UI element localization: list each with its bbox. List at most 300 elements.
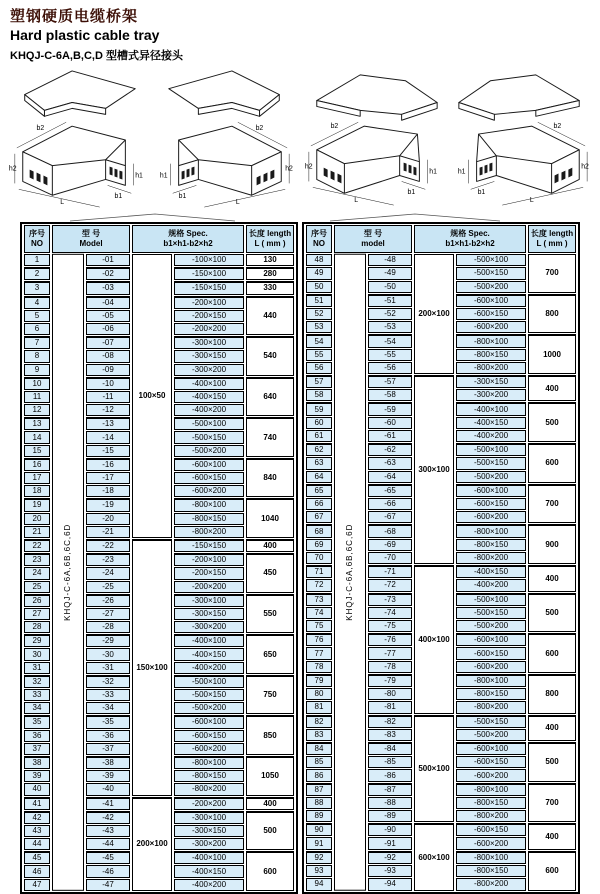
spec-group-label: 300×100 [414, 375, 454, 564]
row-model: -52 [368, 308, 412, 320]
row-no: 67 [306, 511, 332, 523]
row-no: 93 [306, 865, 332, 877]
row-model: -68 [368, 524, 412, 537]
row-no: 78 [306, 661, 332, 673]
row-no: 87 [306, 783, 332, 796]
row-model: -60 [368, 417, 412, 429]
row-no: 16 [24, 458, 50, 471]
row-no: 53 [306, 321, 332, 333]
row-spec: -400×200 [174, 879, 244, 891]
row-no: 10 [24, 377, 50, 390]
row-model: -59 [368, 402, 412, 415]
row-model: -54 [368, 334, 412, 347]
row-no: 7 [24, 336, 50, 349]
diagram-reducer-a [8, 65, 148, 213]
row-length: 700 [528, 783, 576, 823]
row-no: 23 [24, 553, 50, 566]
row-spec: -300×200 [174, 621, 244, 633]
row-spec: -800×200 [174, 526, 244, 538]
row-no: 33 [24, 689, 50, 701]
spec-group-label: 100×50 [132, 254, 172, 538]
spec-group-label: 200×100 [414, 254, 454, 374]
row-model: -24 [86, 567, 130, 579]
row-length: 330 [246, 281, 294, 294]
row-length: 500 [528, 402, 576, 442]
row-no: 39 [24, 770, 50, 782]
row-length: 750 [246, 675, 294, 715]
row-model: -28 [86, 621, 130, 633]
row-model: -70 [368, 552, 412, 564]
row-spec: -800×150 [174, 513, 244, 525]
dim-label-h2: h2 [285, 165, 293, 173]
row-model: -44 [86, 838, 130, 850]
row-length: 800 [528, 294, 576, 334]
spec-group-label: 600×100 [414, 823, 454, 891]
row-length: 700 [528, 484, 576, 524]
row-spec: -500×100 [174, 675, 244, 688]
row-length: 440 [246, 296, 294, 336]
row-no: 15 [24, 445, 50, 457]
row-no: 66 [306, 498, 332, 510]
row-no: 49 [306, 267, 332, 279]
row-model: -19 [86, 498, 130, 511]
row-no: 8 [24, 350, 50, 362]
row-spec: -600×200 [456, 837, 526, 849]
row-model: -21 [86, 526, 130, 538]
row-model: -88 [368, 797, 412, 809]
row-no: 57 [306, 375, 332, 388]
row-spec: -500×150 [456, 607, 526, 619]
row-spec: -800×150 [174, 770, 244, 782]
row-no: 34 [24, 702, 50, 714]
row-spec: -200×150 [174, 567, 244, 579]
row-model: -64 [368, 471, 412, 483]
row-no: 75 [306, 620, 332, 632]
row-length: 600 [246, 851, 294, 891]
row-no: 81 [306, 701, 332, 713]
row-model: -09 [86, 364, 130, 376]
row-model: -25 [86, 581, 130, 593]
row-no: 32 [24, 675, 50, 688]
row-model: -92 [368, 851, 412, 864]
row-length: 600 [528, 633, 576, 673]
row-model: -63 [368, 457, 412, 469]
row-spec: -300×200 [174, 364, 244, 376]
row-spec: -800×100 [174, 756, 244, 769]
row-length: 400 [246, 797, 294, 810]
row-spec: -500×150 [174, 689, 244, 701]
spec-group-label: 200×100 [132, 797, 172, 891]
row-length: 600 [528, 443, 576, 483]
row-no: 72 [306, 579, 332, 591]
row-spec: -400×150 [174, 648, 244, 660]
row-no: 30 [24, 648, 50, 660]
reducer-c-drawing [304, 65, 444, 213]
row-no: 12 [24, 404, 50, 416]
row-length: 600 [528, 851, 576, 891]
row-spec: -150×100 [174, 267, 244, 280]
row-spec: -500×200 [456, 620, 526, 632]
row-model: -50 [368, 281, 412, 293]
row-length: 550 [246, 594, 294, 634]
row-length: 850 [246, 715, 294, 755]
row-no: 47 [24, 879, 50, 891]
row-spec: -400×100 [174, 634, 244, 647]
row-model: -65 [368, 484, 412, 497]
row-spec: -200×200 [174, 581, 244, 593]
row-model: -30 [86, 648, 130, 660]
row-spec: -200×200 [174, 797, 244, 810]
row-model: -90 [368, 823, 412, 836]
col-header-spec: 规格 Spec. b1×h1-b2×h2 [132, 225, 244, 253]
row-spec: -600×200 [456, 769, 526, 781]
row-no: 51 [306, 294, 332, 307]
row-model: -83 [368, 729, 412, 741]
spec-group-label: 500×100 [414, 715, 454, 823]
row-spec: -400×100 [456, 402, 526, 415]
row-no: 25 [24, 581, 50, 593]
dim-label-h2: h2 [8, 165, 17, 173]
row-no: 59 [306, 402, 332, 415]
dim-label-h1: h1 [429, 168, 437, 176]
row-spec: -600×200 [174, 743, 244, 755]
row-no: 38 [24, 756, 50, 769]
row-spec: -800×100 [456, 851, 526, 864]
row-model: -10 [86, 377, 130, 390]
row-spec: -400×100 [174, 377, 244, 390]
row-model: -48 [368, 254, 412, 266]
row-model: -78 [368, 661, 412, 673]
row-model: -82 [368, 715, 412, 728]
row-spec: -500×100 [174, 417, 244, 430]
col-header-model: 型 号 model [334, 225, 412, 253]
row-spec: -600×150 [456, 498, 526, 510]
row-model: -74 [368, 607, 412, 619]
row-no: 3 [24, 281, 50, 294]
dim-label-h1: h1 [457, 168, 466, 176]
row-model: -80 [368, 688, 412, 700]
row-model: -75 [368, 620, 412, 632]
row-spec: -400×150 [456, 417, 526, 429]
row-no: 20 [24, 513, 50, 525]
row-spec: -300×100 [174, 336, 244, 349]
row-spec: -800×100 [456, 334, 526, 347]
row-spec: -600×150 [456, 647, 526, 659]
row-no: 2 [24, 267, 50, 280]
row-no: 50 [306, 281, 332, 293]
dim-label-h2: h2 [581, 163, 589, 171]
row-model: -55 [368, 349, 412, 361]
row-no: 17 [24, 472, 50, 484]
row-no: 35 [24, 715, 50, 728]
row-model: -46 [86, 865, 130, 877]
spec-group-label: 150×100 [132, 539, 172, 796]
row-no: 19 [24, 498, 50, 511]
dim-label-b1: b1 [114, 193, 123, 201]
row-spec: -600×150 [174, 730, 244, 742]
col-header-spec: 规格 Spec. b1×h1-b2×h2 [414, 225, 526, 253]
row-model: -61 [368, 430, 412, 442]
row-spec: -600×200 [456, 661, 526, 673]
row-no: 88 [306, 797, 332, 809]
page-title-english: Hard plastic cable tray [10, 27, 160, 43]
row-model: -76 [368, 633, 412, 646]
diagram-reducer-c [304, 65, 444, 213]
row-length: 1000 [528, 334, 576, 374]
reducer-d-drawing [452, 65, 592, 213]
row-spec: -300×150 [174, 608, 244, 620]
row-spec: -800×150 [456, 349, 526, 361]
row-spec: -800×150 [456, 797, 526, 809]
row-model: -17 [86, 472, 130, 484]
row-length: 500 [246, 811, 294, 851]
row-no: 54 [306, 334, 332, 347]
row-no: 27 [24, 608, 50, 620]
row-length: 740 [246, 417, 294, 457]
row-no: 79 [306, 674, 332, 687]
row-model: -41 [86, 797, 130, 810]
row-model: -07 [86, 336, 130, 349]
row-no: 71 [306, 565, 332, 578]
row-no: 84 [306, 742, 332, 755]
row-no: 4 [24, 296, 50, 309]
row-spec: -500×200 [456, 471, 526, 483]
row-model: -29 [86, 634, 130, 647]
row-no: 5 [24, 310, 50, 322]
row-no: 73 [306, 593, 332, 606]
row-spec: -800×150 [456, 688, 526, 700]
leader-lines [10, 213, 590, 222]
dim-label-h1: h1 [159, 172, 168, 180]
row-model: -12 [86, 404, 130, 416]
row-spec: -600×150 [456, 823, 526, 836]
diagram-reducer-d [452, 65, 592, 213]
row-no: 43 [24, 825, 50, 837]
row-spec: -500×150 [174, 431, 244, 443]
row-spec: -500×200 [174, 702, 244, 714]
row-no: 83 [306, 729, 332, 741]
col-header-no: 序号 NO [24, 225, 50, 253]
row-spec: -400×200 [456, 430, 526, 442]
row-model: -53 [368, 321, 412, 333]
row-no: 86 [306, 769, 332, 781]
row-no: 63 [306, 457, 332, 469]
col-header-model: 型 号 Model [52, 225, 130, 253]
row-spec: -200×100 [174, 296, 244, 309]
row-no: 85 [306, 756, 332, 768]
row-spec: -500×200 [456, 281, 526, 293]
row-model: -57 [368, 375, 412, 388]
row-spec: -800×100 [174, 498, 244, 511]
row-spec: -300×200 [456, 389, 526, 401]
row-spec: -500×200 [174, 445, 244, 457]
row-spec: -400×200 [174, 662, 244, 674]
reducer-a-drawing [8, 65, 148, 213]
row-no: 11 [24, 391, 50, 403]
row-spec: -150×150 [174, 281, 244, 294]
row-no: 82 [306, 715, 332, 728]
row-no: 89 [306, 810, 332, 822]
row-spec: -300×100 [174, 811, 244, 824]
row-no: 61 [306, 430, 332, 442]
spec-table-left [20, 222, 298, 894]
row-length: 1050 [246, 756, 294, 796]
spec-group-label: 400×100 [414, 565, 454, 713]
row-no: 60 [306, 417, 332, 429]
page-title-chinese: 塑钢硬质电缆桥架 [10, 8, 139, 25]
row-no: 94 [306, 878, 332, 891]
dim-label-b2: b2 [330, 123, 339, 131]
row-spec: -600×200 [456, 321, 526, 333]
row-model: -16 [86, 458, 130, 471]
row-model: -56 [368, 362, 412, 374]
table-header-row [306, 225, 576, 253]
row-model: -79 [368, 674, 412, 687]
row-model: -73 [368, 593, 412, 606]
row-spec: -300×150 [456, 375, 526, 388]
row-model: -81 [368, 701, 412, 713]
row-spec: -600×150 [456, 308, 526, 320]
row-no: 14 [24, 431, 50, 443]
row-no: 77 [306, 647, 332, 659]
row-model: -02 [86, 267, 130, 280]
row-spec: -600×200 [456, 511, 526, 523]
row-no: 6 [24, 323, 50, 335]
row-model: -42 [86, 811, 130, 824]
row-model: -20 [86, 513, 130, 525]
row-length: 840 [246, 458, 294, 498]
row-model: -33 [86, 689, 130, 701]
row-spec: -400×200 [174, 404, 244, 416]
row-spec: -400×150 [456, 565, 526, 578]
row-spec: -800×200 [456, 878, 526, 891]
dim-label-L: L [354, 197, 359, 205]
row-spec: -500×150 [456, 267, 526, 279]
row-spec: -500×150 [456, 457, 526, 469]
row-no: 91 [306, 837, 332, 849]
row-spec: -800×150 [456, 539, 526, 551]
row-model: -08 [86, 350, 130, 362]
row-length: 400 [246, 539, 294, 552]
row-no: 64 [306, 471, 332, 483]
dim-label-b2: b2 [255, 125, 264, 133]
model-series-label: KHQJ-C-6A,6B,6C,6D [334, 254, 366, 891]
row-no: 70 [306, 552, 332, 564]
diagram-row [0, 63, 600, 213]
row-model: -91 [368, 837, 412, 849]
row-model: -69 [368, 539, 412, 551]
row-no: 68 [306, 524, 332, 537]
row-spec: -800×200 [456, 810, 526, 822]
row-no: 45 [24, 851, 50, 864]
row-spec: -600×150 [174, 472, 244, 484]
row-length: 650 [246, 634, 294, 674]
row-model: -71 [368, 565, 412, 578]
dim-label-h1: h1 [135, 172, 143, 180]
row-model: -39 [86, 770, 130, 782]
row-length: 450 [246, 553, 294, 593]
row-model: -93 [368, 865, 412, 877]
row-length: 400 [528, 823, 576, 849]
row-no: 42 [24, 811, 50, 824]
row-model: -14 [86, 431, 130, 443]
row-model: -32 [86, 675, 130, 688]
row-spec: -600×100 [174, 715, 244, 728]
row-length: 500 [528, 593, 576, 633]
row-no: 62 [306, 443, 332, 456]
row-no: 31 [24, 662, 50, 674]
page-header [0, 0, 600, 63]
row-no: 26 [24, 594, 50, 607]
row-no: 24 [24, 567, 50, 579]
row-spec: -800×100 [456, 674, 526, 687]
row-model: -67 [368, 511, 412, 523]
dim-label-h2: h2 [304, 163, 313, 171]
row-no: 74 [306, 607, 332, 619]
row-spec: -500×200 [456, 729, 526, 741]
row-spec: -800×200 [174, 783, 244, 795]
row-model: -77 [368, 647, 412, 659]
row-model: -36 [86, 730, 130, 742]
row-model: -05 [86, 310, 130, 322]
row-length: 800 [528, 674, 576, 714]
row-model: -43 [86, 825, 130, 837]
row-length: 900 [528, 524, 576, 564]
row-length: 400 [528, 565, 576, 591]
spec-tables [0, 222, 600, 894]
row-model: -06 [86, 323, 130, 335]
row-model: -40 [86, 783, 130, 795]
dim-label-b1: b1 [178, 193, 187, 201]
row-no: 56 [306, 362, 332, 374]
row-spec: -400×100 [174, 851, 244, 864]
col-header-length: 长度 length L ( mm ) [528, 225, 576, 253]
row-spec: -400×200 [456, 579, 526, 591]
row-length: 1040 [246, 498, 294, 538]
row-model: -85 [368, 756, 412, 768]
row-spec: -300×150 [174, 825, 244, 837]
row-model: -66 [368, 498, 412, 510]
row-no: 22 [24, 539, 50, 552]
row-spec: -800×200 [456, 362, 526, 374]
row-spec: -500×100 [456, 443, 526, 456]
row-no: 44 [24, 838, 50, 850]
row-spec: -200×100 [174, 553, 244, 566]
row-model: -87 [368, 783, 412, 796]
row-length: 540 [246, 336, 294, 376]
row-spec: -400×150 [174, 391, 244, 403]
row-no: 28 [24, 621, 50, 633]
row-spec: -800×100 [456, 783, 526, 796]
row-no: 76 [306, 633, 332, 646]
row-spec: -800×200 [456, 552, 526, 564]
row-spec: -500×100 [456, 593, 526, 606]
row-no: 48 [306, 254, 332, 266]
row-model: -72 [368, 579, 412, 591]
row-no: 41 [24, 797, 50, 810]
dim-label-b2: b2 [553, 123, 562, 131]
row-model: -49 [368, 267, 412, 279]
row-spec: -300×100 [174, 594, 244, 607]
dim-label-b1: b1 [407, 189, 416, 197]
table-row [24, 254, 294, 266]
row-length: 130 [246, 254, 294, 266]
col-header-length: 长度 length L ( mm ) [246, 225, 294, 253]
row-model: -58 [368, 389, 412, 401]
row-spec: -200×200 [174, 323, 244, 335]
row-no: 21 [24, 526, 50, 538]
row-no: 29 [24, 634, 50, 647]
